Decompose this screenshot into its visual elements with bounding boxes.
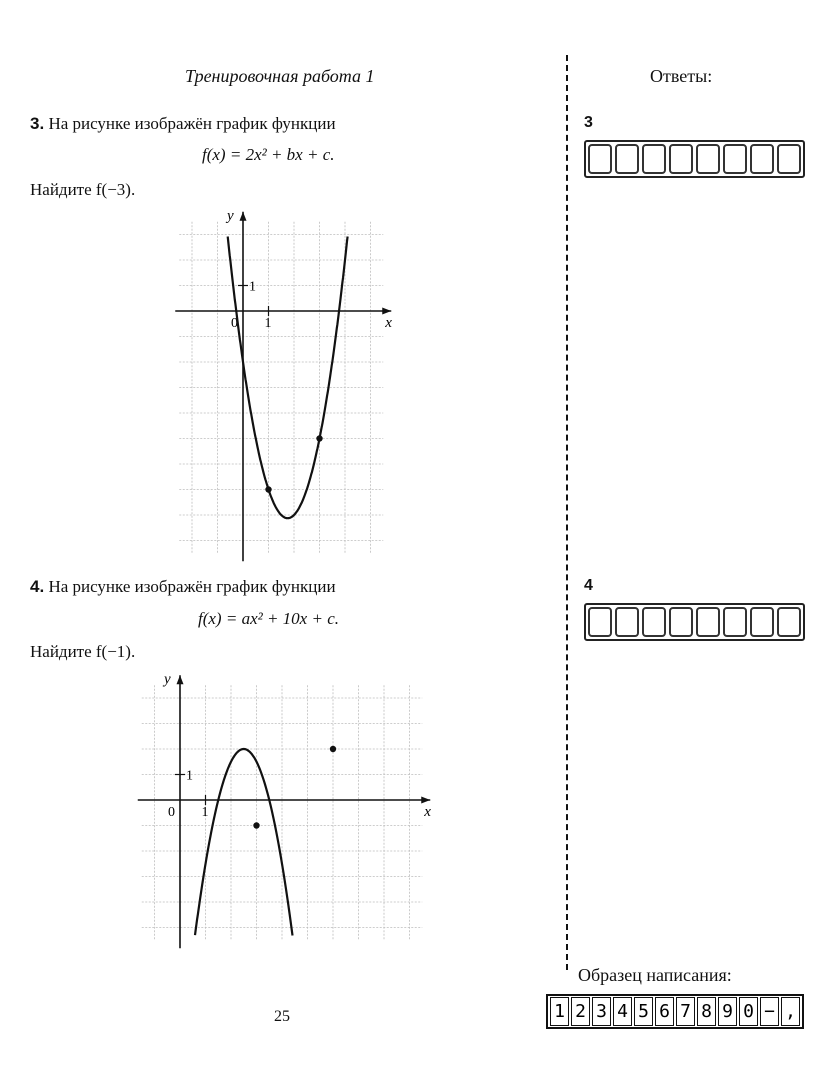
x-unit-label: 1 xyxy=(201,805,209,820)
task-4-number: 4. xyxy=(30,577,45,596)
sample-digits xyxy=(546,994,804,1029)
marked-point xyxy=(316,435,322,441)
marked-point xyxy=(253,822,259,828)
task-4-graph xyxy=(130,670,440,950)
sample-char: 7 xyxy=(676,997,695,1026)
sample-char: 5 xyxy=(634,997,653,1026)
origin-label: 0 xyxy=(168,805,175,820)
sample-char: 1 xyxy=(550,997,569,1026)
origin-label: 0 xyxy=(231,316,238,331)
answer-3-grid[interactable] xyxy=(584,140,805,178)
y-axis-arrow xyxy=(240,212,247,221)
answer-cell[interactable] xyxy=(723,144,747,174)
answer-cell[interactable] xyxy=(588,144,612,174)
answers-label: Ответы: xyxy=(650,66,713,86)
sample-char: 6 xyxy=(655,997,674,1026)
answer-cell[interactable] xyxy=(615,144,639,174)
answer-cell[interactable] xyxy=(642,144,666,174)
task-3-formula: f(x) = 2x² + bx + c. xyxy=(202,145,335,164)
task-3-number: 3. xyxy=(30,114,45,133)
y-unit-label: 1 xyxy=(186,768,193,784)
task-4-find: Найдите f(−1). xyxy=(30,642,136,661)
answer-4-grid[interactable] xyxy=(584,603,805,641)
answer-cell[interactable] xyxy=(669,607,693,637)
answer-cell[interactable] xyxy=(588,607,612,637)
parabola-curve xyxy=(228,237,348,519)
x-axis-label: x xyxy=(385,315,392,331)
task-3-find: Найдите f(−3). xyxy=(30,180,136,199)
answer-cell[interactable] xyxy=(669,144,693,174)
y-axis-label: y xyxy=(227,207,234,224)
answer-cell[interactable] xyxy=(642,607,666,637)
sample-char: 2 xyxy=(571,997,590,1026)
x-unit-label: 1 xyxy=(264,316,272,331)
task-3-text: На рисунке изображён график функции xyxy=(48,114,336,133)
answer-cell[interactable] xyxy=(723,607,747,637)
answer-cell[interactable] xyxy=(750,144,774,174)
sample-char: 9 xyxy=(718,997,737,1026)
task-4-statement xyxy=(30,577,336,597)
answer-cell[interactable] xyxy=(777,144,801,174)
marked-point xyxy=(330,746,336,752)
sample-char: 8 xyxy=(697,997,716,1026)
work-title: Тренировочная работа 1 xyxy=(185,66,375,86)
marked-point xyxy=(265,486,271,492)
answer-cell[interactable] xyxy=(696,607,720,637)
y-unit-label: 1 xyxy=(249,279,256,295)
sample-label: Образец написания: xyxy=(578,965,732,985)
sample-char: − xyxy=(760,997,779,1026)
x-axis-label: x xyxy=(424,804,431,820)
sample-char: 0 xyxy=(739,997,758,1026)
sample-char: 3 xyxy=(592,997,611,1026)
task-3-statement xyxy=(30,114,336,134)
answer-cell[interactable] xyxy=(615,607,639,637)
task-3-graph xyxy=(170,205,400,565)
y-axis-arrow xyxy=(177,675,184,684)
page-number: 25 xyxy=(274,1008,290,1025)
task-4-formula: f(x) = ax² + 10x + c. xyxy=(198,609,339,628)
x-axis-arrow xyxy=(421,797,430,804)
cut-line xyxy=(566,55,568,970)
answer-4-label: 4 xyxy=(584,577,593,594)
answer-cell[interactable] xyxy=(750,607,774,637)
answer-3-label: 3 xyxy=(584,114,593,131)
x-axis-arrow xyxy=(382,308,391,315)
answer-cell[interactable] xyxy=(696,144,720,174)
y-axis-label: y xyxy=(164,671,171,688)
sample-char: , xyxy=(781,997,800,1026)
sample-char: 4 xyxy=(613,997,632,1026)
task-4-text: На рисунке изображён график функции xyxy=(48,577,336,596)
answer-cell[interactable] xyxy=(777,607,801,637)
parabola-curve xyxy=(195,749,293,936)
